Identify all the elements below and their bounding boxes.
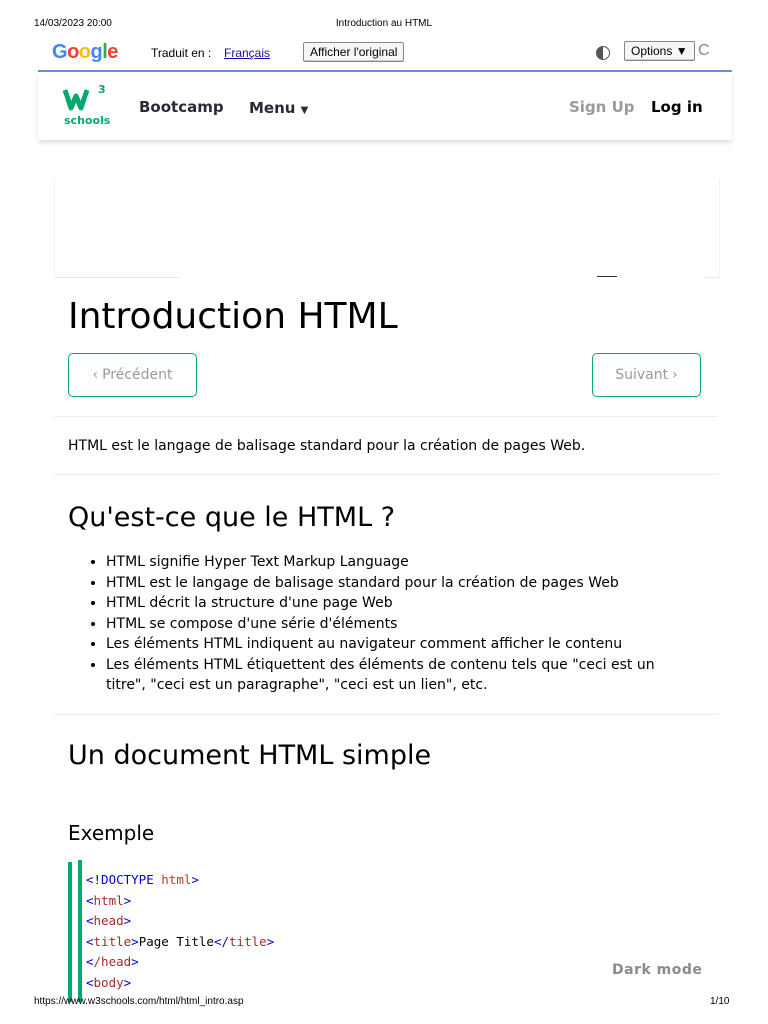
code-line-title: <title>Page Title</title>	[86, 933, 275, 949]
code-block	[86, 870, 274, 993]
code-line-head-close: </head>	[86, 954, 139, 969]
show-original-button[interactable]: Afficher l'original	[303, 42, 404, 62]
section-heading-what-is-html: Qu'est-ce que le HTML ?	[68, 502, 396, 533]
login-link[interactable]: Log in	[651, 98, 703, 116]
ad-placeholder	[54, 178, 720, 278]
print-url: https://www.w3schools.com/html/html_intro.asp	[34, 996, 244, 1007]
target-language-link[interactable]: Français	[224, 46, 271, 60]
logo-text: schools	[64, 114, 111, 127]
previous-label: Précédent	[102, 367, 173, 383]
translate-bar	[38, 36, 732, 72]
definition-list	[68, 552, 688, 696]
divider	[54, 416, 718, 417]
example-heading: Exemple	[68, 821, 155, 845]
list-item: • HTML se compose d'une série d'éléments	[106, 614, 688, 635]
code-line-head: <head>	[86, 913, 132, 928]
print-datetime: 14/03/2023 20:00	[34, 18, 112, 29]
print-page-number: 1/10	[710, 996, 730, 1007]
divider	[54, 714, 718, 715]
google-logo: Google	[52, 41, 118, 63]
section-heading-simple-document: Un document HTML simple	[68, 740, 432, 771]
translated-to-label: Traduit en :	[151, 46, 212, 60]
chevron-left-icon: ‹	[92, 367, 99, 383]
next-button[interactable]	[592, 353, 701, 397]
close-translate-icon[interactable]: C	[698, 42, 710, 59]
divider	[54, 474, 718, 475]
bootcamp-link[interactable]: Bootcamp	[139, 98, 224, 116]
intro-paragraph: HTML est le langage de balisage standard pour la création de pages Web.	[68, 438, 586, 454]
menu-button[interactable]	[249, 98, 308, 117]
chevron-right-icon: ›	[672, 367, 678, 383]
signup-link[interactable]: Sign Up	[569, 98, 635, 116]
print-title: Introduction au HTML	[335, 18, 433, 29]
next-label: Suivant	[615, 367, 669, 383]
code-line-doctype: <!DOCTYPE html>	[86, 872, 199, 887]
list-item: • Les éléments HTML indiquent au navigateur comment afficher le contenu	[106, 634, 688, 655]
page-title: Introduction HTML	[68, 296, 398, 337]
contrast-icon[interactable]	[596, 46, 610, 60]
list-item: • HTML est le langage de balisage standard pour la création de pages Web	[106, 573, 688, 594]
previous-button[interactable]	[68, 353, 197, 397]
dark-mode-toggle[interactable]: Dark mode	[612, 962, 703, 978]
code-example	[68, 862, 720, 1002]
list-item: • HTML signifie Hyper Text Markup Language	[106, 552, 688, 573]
chevron-down-icon: ▼	[300, 105, 309, 116]
list-item: • HTML décrit la structure d'une page Web	[106, 593, 688, 614]
top-navigation	[38, 72, 732, 140]
code-line-body: <body>	[86, 974, 132, 990]
menu-label: Menu	[249, 99, 296, 117]
list-item: • Les éléments HTML étiquettent des éléments de contenu tels que "ceci est un titre", "ceci est un paragraphe", "ceci est un lien", etc.	[106, 655, 688, 696]
code-line-html: <html>	[86, 892, 132, 908]
w3schools-logo[interactable]: 3 schools	[64, 83, 111, 127]
options-button[interactable]: Options ▼	[624, 41, 695, 61]
